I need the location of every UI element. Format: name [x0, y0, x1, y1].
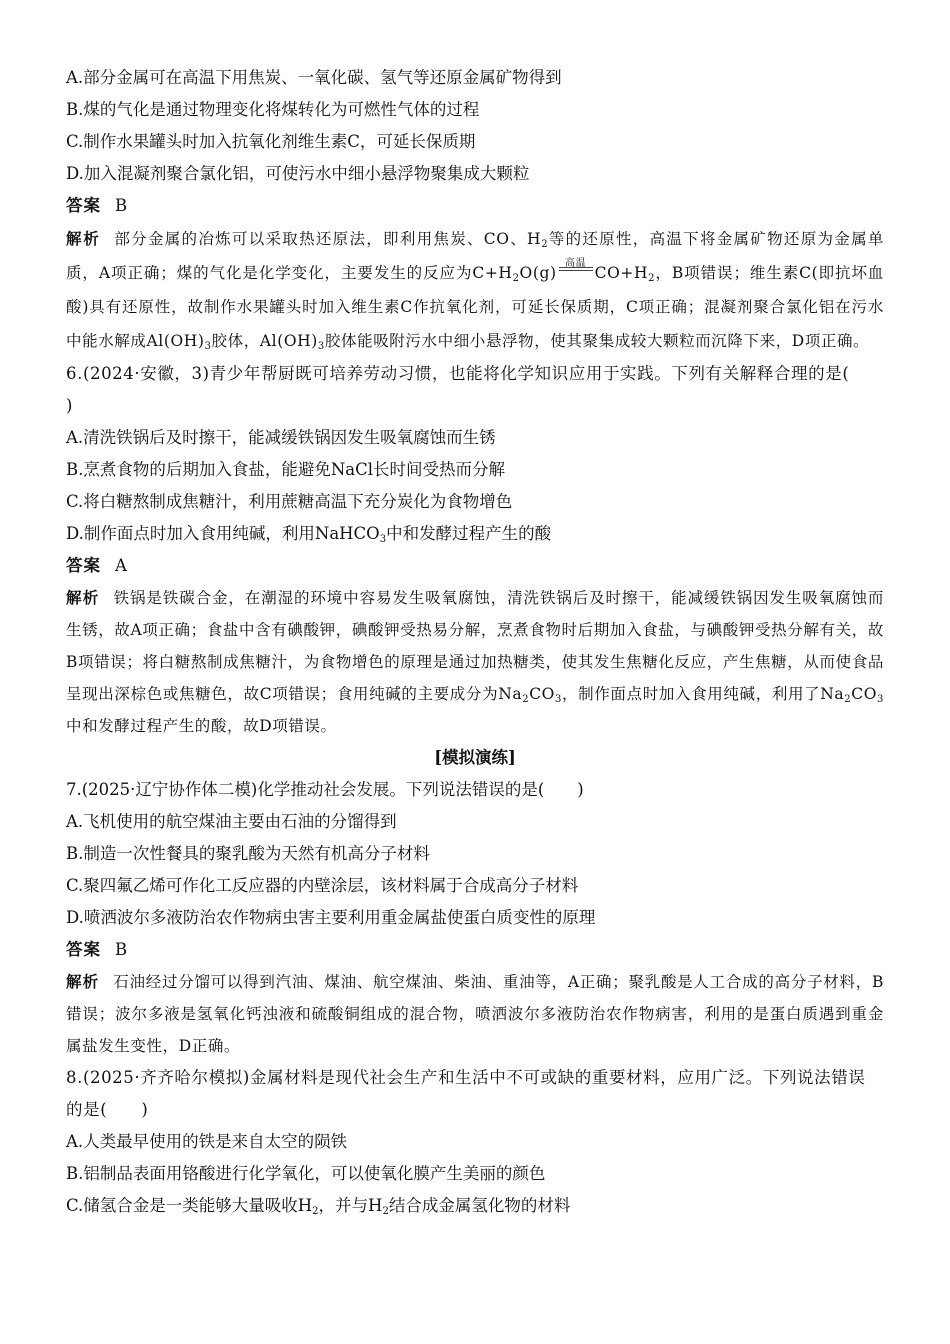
answer-label: 答案	[66, 196, 101, 215]
subscript: 3	[379, 534, 387, 545]
analysis-text: ，B项错误；维生素C(即抗坏血酸)具有还原性，故制作水果罐头时加入维生素C作抗氧化剂，可延长保质期，C项正确；混凝剂聚合氯化铝在污水中能水解成Al(OH)	[66, 264, 884, 350]
q8-option-c	[66, 1190, 884, 1222]
section-title: [模拟演练]	[434, 748, 516, 767]
analysis-text: 铁锅是铁碳合金，在潮湿的环境中容易发生吸氧腐蚀，清洗铁锅后及时擦干，能减缓铁锅因发生吸氧腐蚀而生锈，故A项正确；食盐中含有碘酸钾，碘酸钾受热易分解，烹煮食物时后期加入食盐，与碘酸钾受热分解有关，故B项错误；将白糖熬制成焦糖汁，为食物增色的原理是通过加热糖类，使其发生焦糖化反应，产生焦糖，从而使食品呈现出深棕色或焦糖色，故C项错误；食用纯碱的主要成分为Na	[66, 589, 884, 703]
q5-option-a: A.部分金属可在高温下用焦炭、一氧化碳、氢气等还原金属矿物得到	[66, 68, 562, 87]
q6-option-a: A.清洗铁锅后及时擦干，能减缓铁锅因发生吸氧腐蚀而生锈	[66, 428, 496, 447]
stem-text: )	[66, 396, 74, 415]
subscript: 2	[382, 1206, 389, 1217]
option-text: ，并与H	[318, 1196, 383, 1215]
q5-option-c: C.制作水果罐头时加入抗氧化剂维生素C，可延长保质期	[66, 132, 476, 151]
reaction-condition	[559, 258, 593, 276]
q7-option-b: B.制造一次性餐具的聚乳酸为天然有机高分子材料	[66, 844, 430, 863]
subscript: 2	[312, 1206, 319, 1217]
analysis-text: 石油经过分馏可以得到汽油、煤油、航空煤油、柴油、重油等，A正确；聚乳酸是人工合成的高分子材料，B错误；波尔多液是氢氧化钙浊液和硫酸铜组成的混合物，喷洒波尔多液防治农作物病害，利用的是蛋白质遇到重金属盐发生变性，D正确。	[66, 973, 884, 1055]
analysis-text: ，制作面点时加入食用纯碱，利用了Na	[561, 685, 845, 703]
stem-text: 6.(2024·安徽，3)青少年帮厨既可培养劳动习惯，也能将化学知识应用于实践。下列有关解释合理的是(	[66, 364, 850, 383]
subscript: 3	[877, 694, 884, 705]
q6-stem	[66, 358, 884, 422]
q7-answer	[66, 934, 884, 966]
q5-analysis	[66, 222, 884, 358]
stem-text: 的是( )	[66, 1100, 149, 1119]
answer-value: A	[115, 556, 127, 575]
analysis-text: O(g)	[519, 264, 557, 282]
equals-sign	[559, 267, 593, 271]
subscript: 2	[648, 273, 656, 284]
analysis-text: 胶体，Al(OH)	[211, 332, 318, 350]
q7-stem: 7.(2025·辽宁协作体二模)化学推动社会发展。下列说法错误的是( )	[66, 780, 584, 799]
subscript: 2	[512, 273, 520, 284]
subscript: 3	[554, 694, 562, 705]
q5-option-b: B.煤的气化是通过物理变化将煤转化为可燃性气体的过程	[66, 100, 480, 119]
q6-option-c: C.将白糖熬制成焦糖汁，利用蔗糖高温下充分炭化为食物增色	[66, 492, 513, 511]
q6-option-d	[66, 518, 884, 550]
q7-option-d: D.喷洒波尔多液防治农作物病虫害主要利用重金属盐使蛋白质变性的原理	[66, 908, 596, 927]
analysis-text: CO	[529, 685, 555, 703]
answer-label: 答案	[66, 556, 101, 575]
option-text: D.制作面点时加入食用纯碱，利用NaHCO	[66, 524, 380, 543]
q6-answer	[66, 550, 884, 582]
analysis-text: 胶体能吸附污水中细小悬浮物，使其聚集成较大颗粒而沉降下来，D项正确。	[324, 332, 870, 350]
analysis-text: CO+H	[594, 264, 649, 282]
condition-label: 高温	[565, 258, 587, 269]
document-page	[66, 62, 884, 1222]
q8-option-a: A.人类最早使用的铁是来自太空的陨铁	[66, 1132, 348, 1151]
option-text: 中和发酵过程产生的酸	[386, 524, 552, 543]
analysis-text: 中和发酵过程产生的酸，故D项错误。	[66, 717, 337, 735]
q6-analysis	[66, 582, 884, 742]
q7-option-a: A.飞机使用的航空煤油主要由石油的分馏得到	[66, 812, 397, 831]
q5-option-d: D.加入混凝剂聚合氯化铝，可使污水中细小悬浮物聚集成大颗粒	[66, 164, 530, 183]
option-text: C.储氢合金是一类能够大量吸收H	[66, 1196, 313, 1215]
q7-option-c: C.聚四氟乙烯可作化工反应器的内壁涂层，该材料属于合成高分子材料	[66, 876, 579, 895]
subscript: 2	[541, 239, 549, 250]
analysis-label: 解析	[66, 588, 100, 607]
q6-option-b: B.烹煮食物的后期加入食盐，能避免NaCl长时间受热而分解	[66, 460, 506, 479]
subscript: 2	[844, 694, 852, 705]
q7-analysis	[66, 966, 884, 1062]
stem-text: 8.(2025·齐齐哈尔模拟)金属材料是现代社会生产和生活中不可或缺的重要材料，应用广泛。下列说法错误	[66, 1068, 866, 1087]
q8-option-b: B.铝制品表面用铬酸进行化学氧化，可以使氧化膜产生美丽的颜色	[66, 1164, 546, 1183]
analysis-text: 部分金属的冶炼可以采取热还原法，即利用焦炭、CO、H	[114, 230, 542, 248]
subscript: 3	[317, 341, 325, 352]
answer-label: 答案	[66, 940, 101, 959]
answer-value: B	[115, 940, 128, 959]
subscript: 2	[522, 694, 530, 705]
answer-value: B	[115, 196, 128, 215]
analysis-label: 解析	[66, 229, 101, 248]
analysis-text: CO	[851, 685, 878, 703]
q8-stem	[66, 1062, 884, 1126]
subscript: 3	[204, 341, 212, 352]
analysis-text: 等的还原性，高温下将金属矿物还原为金属单质，A项正确；煤的气化是化学变化，主要发生的反应为C+H	[66, 230, 884, 282]
option-text: 结合成金属氢化物的材料	[388, 1196, 571, 1215]
analysis-label: 解析	[66, 972, 100, 991]
q5-answer	[66, 190, 884, 222]
